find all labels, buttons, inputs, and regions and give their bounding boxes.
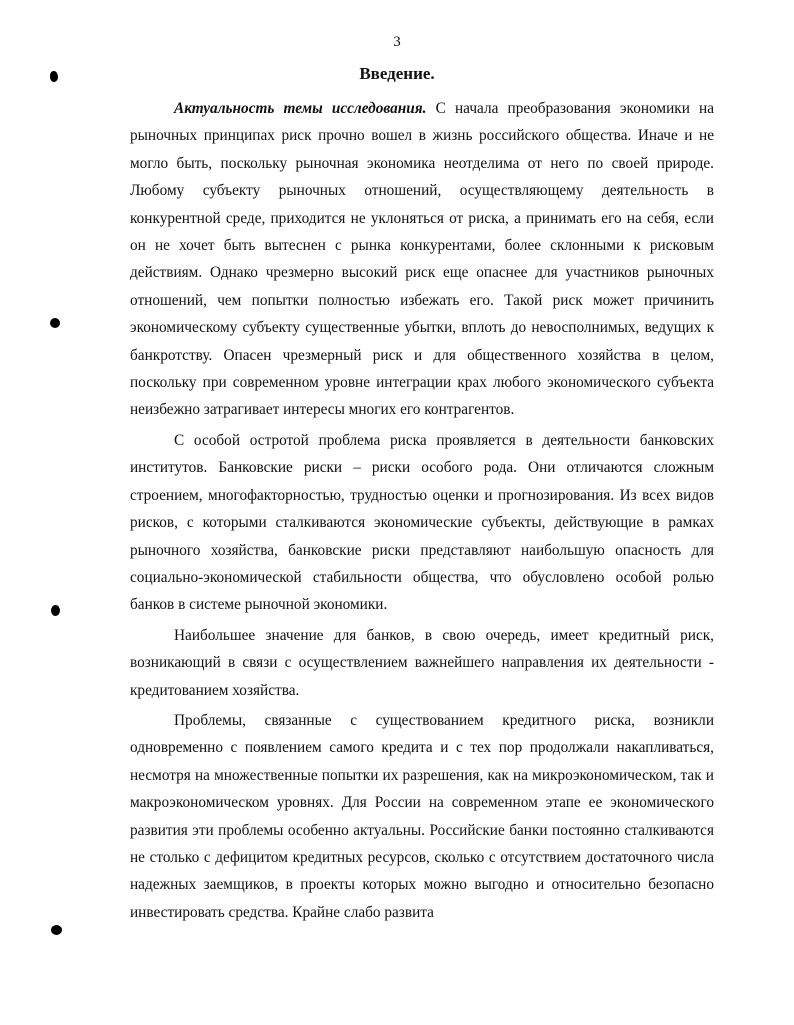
paragraph-credit-problems: Проблемы, связанные с существованием кредитного риска, возникли одновременно с появлением самого кредита и с тех пор продолжали накапливаться, несмотря на множественные попытки их разрешения, как на микроэкономическом, так и макроэкономическом уровнях. Для России на современном этапе ее экономического развития эти проблемы особенно актуальны. Российские банки постоянно сталкиваются не столько с дефицитом кредитных ресурсов, сколько с отсутствием достаточного числа надежных заемщиков, в проекты которых можно выгодно и относительно безопасно инвестировать средства. Крайне слабо развита	[130, 711, 714, 921]
paragraph-credit-risk: Наибольшее значение для банков, в свою очередь, имеет кредитный риск, возникающий в связи с осуществлением важнейшего направления их деятельности - кредитованием хозяйства.	[130, 626, 714, 699]
paragraph-text: С начала преобразования экономики на рыночных принципах риск прочно вошел в жизнь российского общества. Иначе и не могло быть, поскольку рыночная экономика неотделима от него по своей природе. Любому субъекту рыночных отношений, осуществляющему деятельность в конкурентной среде, приходится не уклоняться от риска, а принимать его на себя, если он не хочет быть вытеснен с рынка конкурентами, более склонными к рисковым действиям. Однако чрезмерно высокий риск еще опаснее для участников рыночных отношений, чем попытки полностью избежать его. Такой риск может причинить экономическому субъекту существенные убытки, вплоть до невосполнимых, ведущих к банкротству. Опасен чрезмерный риск и для общественного хозяйства в целом, поскольку при современном уровне интеграции крах любого экономического субъекта неизбежно затрагивает интересы многих его контрагентов.	[130, 100, 714, 419]
document-body	[130, 95, 714, 926]
paragraph-relevance	[130, 95, 714, 424]
binder-hole-mark	[50, 318, 60, 328]
page-number: 3	[393, 34, 401, 50]
paragraph-bank-risks: С особой остротой проблема риска проявляется в деятельности банковских институтов. Банковские риски – риски особого рода. Они отличаются сложным строением, многофакторностью, трудностью оценки и прогнозирования. Из всех видов рисков, с которыми сталкиваются экономические субъекты, действующие в рамках рыночного хозяйства, банковские риски представляют наибольшую опасность для социально-экономической стабильности общества, что обусловлено особой ролью банков в системе рыночной экономики.	[130, 431, 714, 614]
binder-hole-mark	[51, 605, 60, 616]
paragraph-lead: Актуальность темы исследования.	[174, 100, 427, 117]
binder-hole-mark	[51, 925, 62, 935]
section-title: Введение.	[359, 64, 435, 83]
